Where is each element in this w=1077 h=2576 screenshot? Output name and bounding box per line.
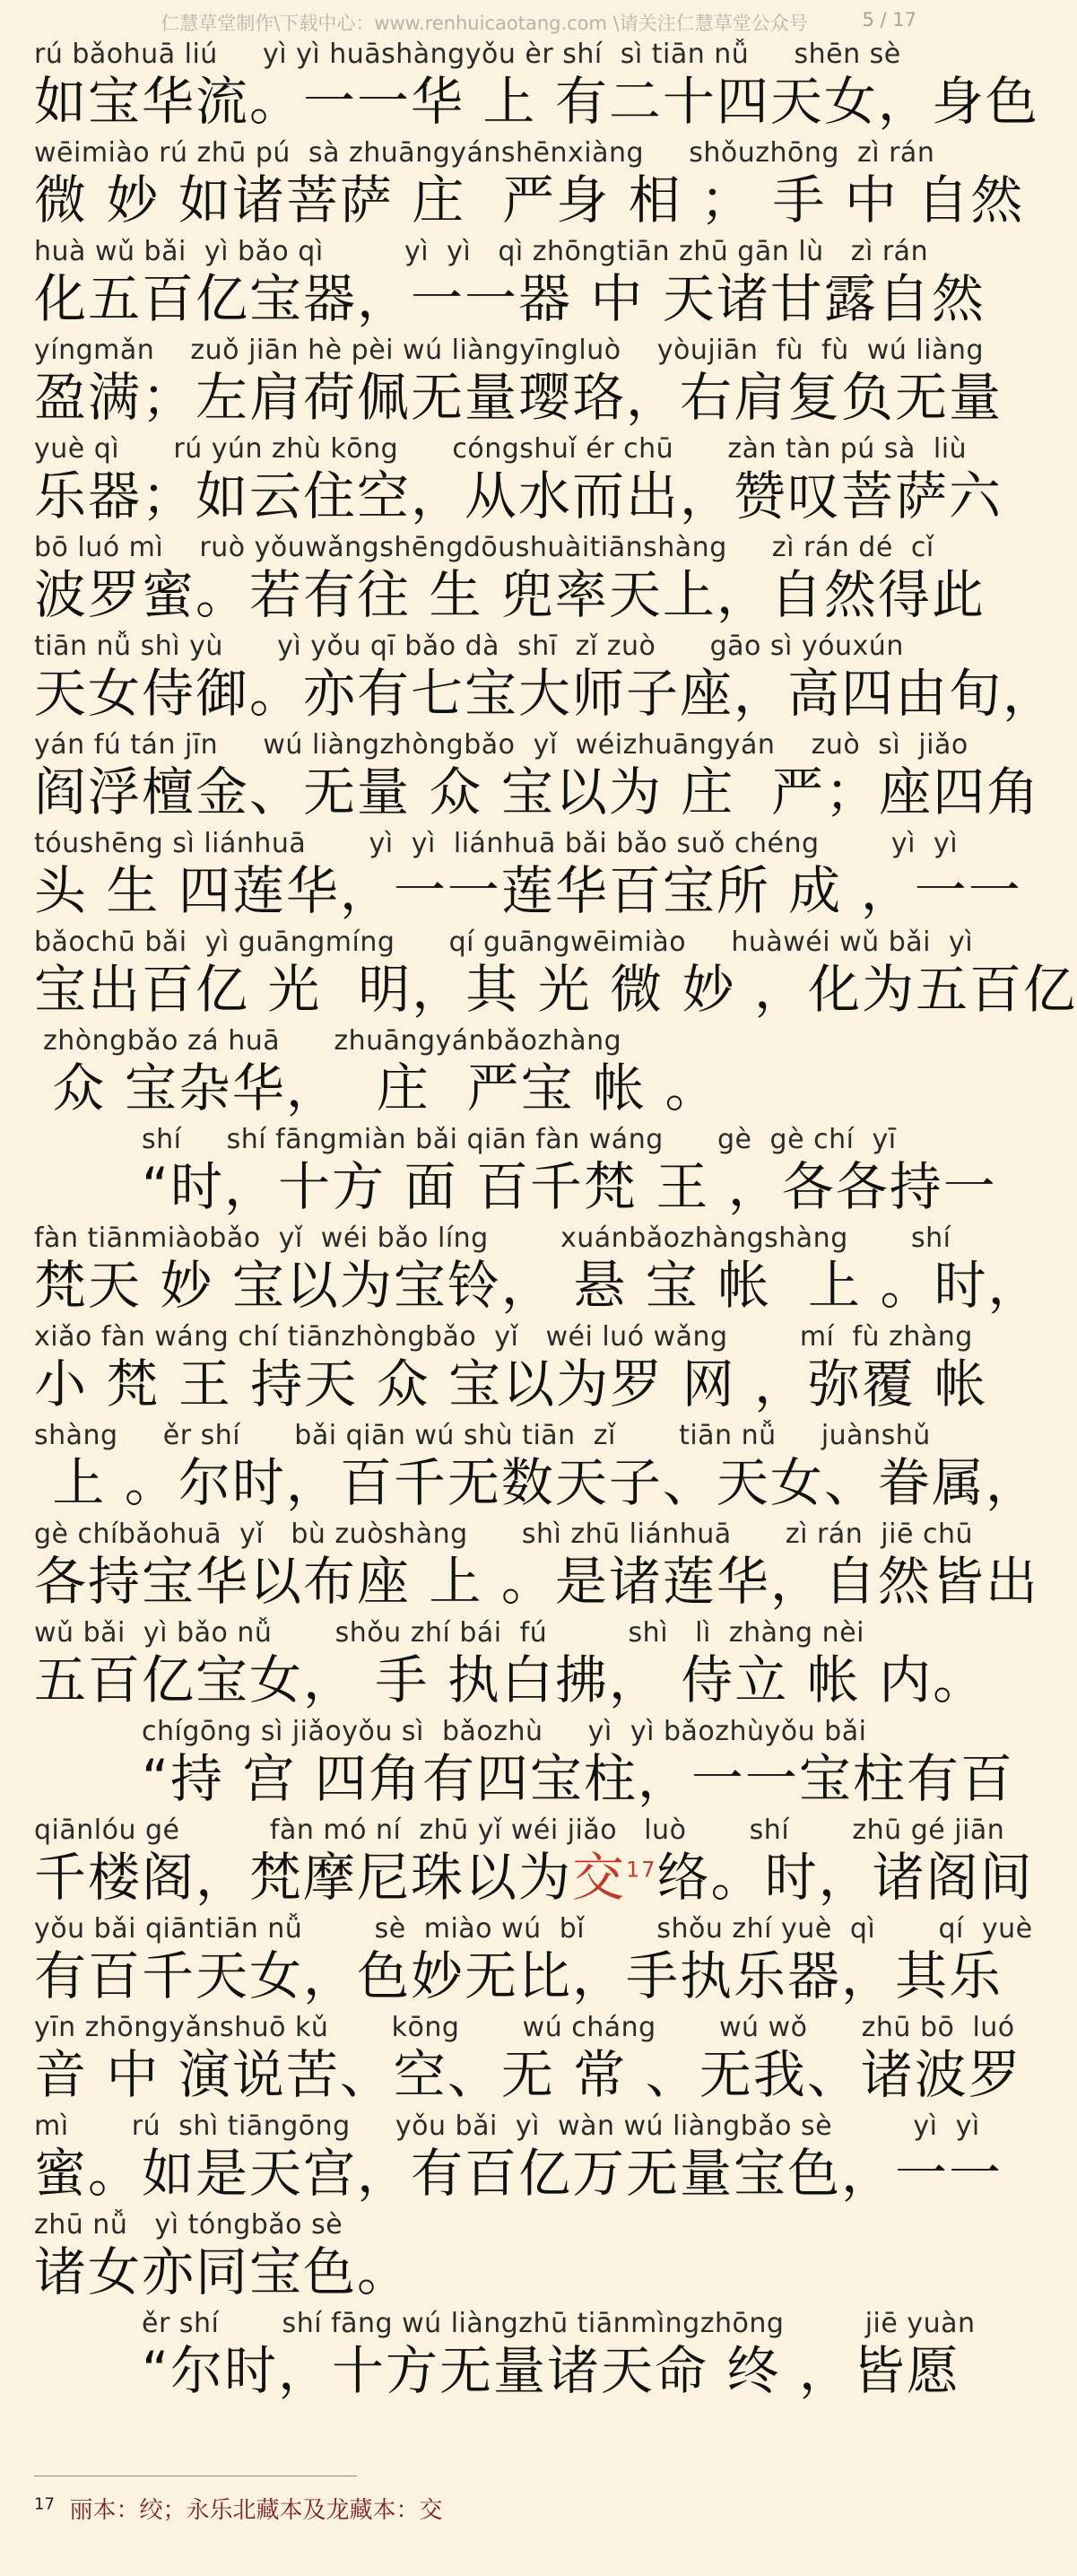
chinese-line: 上 。尔时，百千无数天子、天女、眷属， <box>34 1452 1039 1513</box>
chinese-line: “持 宫 四角有四宝柱，一一宝柱有百 <box>142 1748 1014 1809</box>
text-line <box>34 532 986 631</box>
chinese-line: 化五百亿宝器，一一器 中 天诸甘露自然 <box>34 268 986 329</box>
pinyin-line: shí shí fāngmiàn bǎi qiān fàn wáng gè gè chí yī <box>142 1124 897 1155</box>
text-line <box>34 1815 1034 1914</box>
text-line <box>34 1716 1014 1815</box>
footnote-text: 丽本：绞；永乐北藏本及龙藏本：交 <box>69 2497 443 2524</box>
text-line <box>34 1321 988 1421</box>
chinese-line: 众 宝杂华， 庄 严宝 帐 。 <box>34 1057 719 1118</box>
chinese-line: 音 中 演说苦、空、无 常 、无我、诸波罗 <box>34 2044 1022 2105</box>
pinyin-line: mì rú shì tiāngōng yǒu bǎi yì wàn wú liàngbǎo sè yì yì <box>34 2110 980 2142</box>
text-line <box>34 2012 1022 2111</box>
chinese-line: “时，十方 面 百千梵 王 ，各各持一 <box>142 1156 997 1217</box>
chinese-line: 天女侍御。亦有七宝大师子座，高四由旬， <box>34 663 1057 724</box>
text-line <box>34 39 1039 138</box>
chinese-line: 诸女亦同宝色。 <box>34 2241 412 2302</box>
text-line <box>34 2308 976 2407</box>
pinyin-line: huà wǔ bǎi yì bǎo qì yì yì qì zhōngtiān zhū gān lù zì rán <box>34 236 929 267</box>
text-line <box>34 1420 1039 1519</box>
text-line <box>34 335 1003 434</box>
chinese-line: 五百亿宝女， 手 执白拂， 侍立 帐 内。 <box>34 1649 987 1710</box>
chinese-line: 乐器；如云住空，从水而出，赞叹菩萨六 <box>34 466 1003 527</box>
pinyin-line: tóushēng sì liánhuā yì yì liánhuā bǎi bǎo suǒ chéng yì yì <box>34 828 959 859</box>
text-line <box>34 927 1077 1026</box>
text-line <box>34 828 1022 927</box>
chinese-line: 如宝华流。一一华 上 有二十四天女，身色 <box>34 71 1039 132</box>
text-line <box>34 2110 1003 2210</box>
pinyin-line: gè chíbǎohuā yǐ bù zuòshàng shì zhū liánhuā zì rán jiē chū <box>34 1519 973 1550</box>
pinyin-line: yuè qì rú yún zhù kōng cóngshuǐ ér chū zàn tàn pú sà liù <box>34 433 968 465</box>
chinese-line: 微 妙 如诸菩萨 庄 严身 相 ； 手 中 自然 <box>34 170 1025 231</box>
chinese-line: 盈满；左肩荷佩无量璎珞，右肩复负无量 <box>34 367 1003 428</box>
pinyin-line: tiān nǚ shì yù yì yǒu qī bǎo dà shī zǐ zuò gāo sì yóuxún <box>34 631 904 662</box>
text-line <box>34 1519 1039 1618</box>
text-line <box>34 631 1057 730</box>
text-line <box>34 433 1003 533</box>
pinyin-line: yíngmǎn zuǒ jiān hè pèi wú liàngyīngluò yòujiān fù fù wú liàng <box>34 335 984 366</box>
text-line <box>34 1223 1042 1322</box>
header-source: 仁慧草堂制作\下载中心：www.renhuicaotang.com \请关注仁慧草堂公众号 <box>161 13 808 34</box>
page-header <box>0 0 968 41</box>
pinyin-line: wēimiào rú zhū pú sà zhuāngyánshēnxiàng shǒuzhōng zì rán <box>34 137 935 169</box>
text-line <box>34 2210 940 2309</box>
pinyin-line: xiǎo fàn wáng chí tiānzhòngbǎo yǐ wéi luó wǎng mí fù zhàng <box>34 1321 973 1353</box>
pinyin-line: shàng ěr shí bǎi qiān wú shù tiān zǐ tiān nǚ juànshǔ <box>34 1420 931 1451</box>
footnote <box>34 2492 442 2525</box>
chinese-line: 小 梵 王 持天 众 宝以为罗 网 ，弥覆 帐 <box>34 1353 988 1414</box>
text-line <box>34 1026 940 1125</box>
chinese-line: 蜜。如是天宫，有百亿万无量宝色，一一 <box>34 2143 1003 2204</box>
chinese-line: 各持宝华以布座 上 。是诸莲华，自然皆出 <box>34 1551 1039 1612</box>
text-line <box>34 1913 1033 2013</box>
pinyin-line: bō luó mì ruò yǒuwǎngshēngdōushuàitiānshàng zì rán dé cǐ <box>34 532 934 563</box>
scripture-text <box>34 39 1077 2407</box>
text-line <box>34 1617 987 1717</box>
pinyin-line: qiānlóu gé fàn mó ní zhū yǐ wéi jiǎo luò shí zhū gé jiān <box>34 1815 1005 1846</box>
page-number: 5 / 17 <box>862 9 916 30</box>
text-line <box>34 137 1025 237</box>
chinese-line: “尔时，十方无量诸天命 终 ，皆愿 <box>142 2340 960 2401</box>
footnote-ref[interactable]: 17 <box>626 1857 657 1883</box>
pinyin-line: zhòngbǎo zá huā zhuāngyánbǎozhàng <box>34 1025 622 1057</box>
chinese-line: 梵天 妙 宝以为宝铃， 悬 宝 帐 上 。时， <box>34 1255 1042 1316</box>
pinyin-line: yǒu bǎi qiāntiān nǚ sè miào wú bǐ shǒu zhí yuè qì qí yuè <box>34 1913 1033 1945</box>
pinyin-line: fàn tiānmiàobǎo yǐ wéi bǎo líng xuánbǎozhàngshàng shí <box>34 1223 951 1254</box>
footnote-marked-word: 交 <box>572 1847 627 1908</box>
pinyin-line: rú bǎohuā liú yì yì huāshàngyǒu èr shí sì tiān nǚ shēn sè <box>34 39 901 70</box>
pinyin-line: chígōng sì jiǎoyǒu sì bǎozhù yì yì bǎozhùyǒu bǎi <box>142 1716 867 1747</box>
pinyin-line: yán fú tán jīn wú liàngzhòngbǎo yǐ wéizhuāngyán zuò sì jiǎo <box>34 729 968 761</box>
chinese-line: 有百千天女，色妙无比，手执乐器，其乐 <box>34 1945 1003 2006</box>
pinyin-line: yīn zhōngyǎnshuō kǔ kōng wú cháng wú wǒ zhū bō luó <box>34 2012 1015 2043</box>
pinyin-line: ěr shí shí fāng wú liàngzhū tiānmìngzhōng jiē yuàn <box>142 2308 976 2339</box>
pinyin-line: zhū nǚ yì tóngbǎo sè <box>34 2209 343 2241</box>
text-line <box>34 729 1041 829</box>
pinyin-line: wǔ bǎi yì bǎo nǚ shǒu zhí bái fú shì lì zhàng nèi <box>34 1617 864 1649</box>
text-line <box>34 1124 997 1223</box>
chinese-line: 宝出百亿 光 明，其 光 微 妙 ，化为五百亿 <box>34 959 1077 1020</box>
text-line <box>34 236 986 335</box>
chinese-line: 头 生 四莲华，一一莲华百宝所 成 ，一一 <box>34 860 1022 921</box>
chinese-line: 波罗蜜。若有往 生 兜率天上，自然得此 <box>34 564 986 625</box>
footnote-number: 17 <box>34 2494 55 2514</box>
chinese-line: 阎浮檀金、无量 众 宝以为 庄 严；座四角 <box>34 761 1041 822</box>
chinese-line: 千楼阁，梵摩尼珠以为交$^{17}$络。时，诸阁间 <box>34 1847 1034 1908</box>
pinyin-line: bǎochū bǎi yì guāngmíng qí guāngwēimiào huàwéi wǔ bǎi yì <box>34 927 974 958</box>
